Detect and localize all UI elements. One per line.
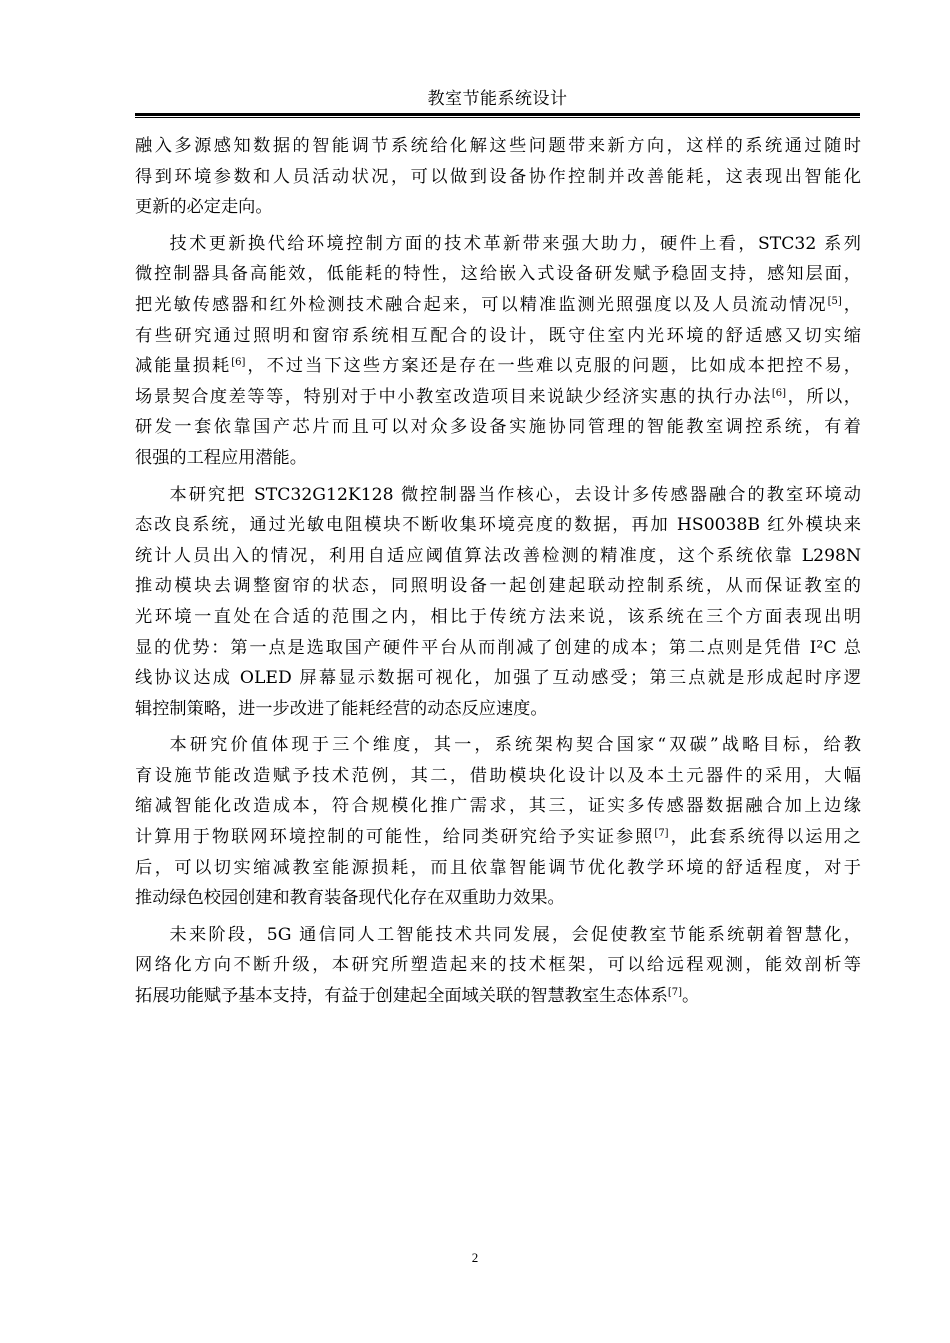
- paragraph-2: [135, 229, 861, 474]
- text-line: 更新的必定走向。: [135, 197, 273, 218]
- paragraph-3: [135, 480, 861, 725]
- citation-marker: [7]: [667, 987, 682, 999]
- text-line: 融入多源感知数据的智能调节系统给化解这些问题带来新方向，这样的系统通过随时: [135, 136, 861, 156]
- text-line: 有些研究通过照明和窗帘系统相互配合的设计，既守住室内光环境的舒适感又切实缩: [135, 325, 861, 346]
- text-line: 本研究价值体现于三个维度，其一，系统架构契合国家“双碳”战略目标，给教: [169, 735, 861, 756]
- text-line: 得到环境参数和人员活动状况，可以做到设备协作控制并改善能耗，这表现出智能化: [135, 166, 861, 187]
- text-line: 缩减智能化改造成本，符合规模化推广需求，其三，证实多传感器数据融合加上边缘: [135, 796, 861, 817]
- page-number: 2: [471, 1250, 479, 1265]
- page-header-title: 教室节能系统设计: [427, 89, 568, 109]
- text-line: 把光敏传感器和红外检测技术融合起来，可以精准监测光照强度以及人员流动情况[5]，: [135, 294, 861, 315]
- text-line: 研发一套依靠国产芯片而且可以对众多设备实施协同管理的智能教室调控系统，有着: [135, 417, 861, 438]
- header-rule-thin: [135, 117, 860, 118]
- document-body: [135, 131, 861, 1012]
- paragraph-5: [135, 920, 861, 1012]
- text-line: 推动模块去调整窗帘的状态，同照明设备一起创建起联动控制系统，从而保证教室的: [135, 576, 861, 597]
- text-line: 推动绿色校园创建和教育装备现代化存在双重助力效果。: [135, 888, 565, 909]
- citation-marker: [7]: [654, 828, 669, 840]
- text-line: 本研究把 STC32G12K128 微控制器当作核心，去设计多传感器融合的教室环境动: [169, 484, 861, 505]
- paragraph-4: [135, 730, 861, 914]
- text-line: 显的优势：第一点是选取国产硬件平台从而削减了创建的成本；第二点则是凭借 I²C 总: [135, 637, 861, 658]
- text-line: 网络化方向不断升级，本研究所塑造起来的技术框架，可以给远程观测，能效剖析等: [135, 955, 861, 976]
- citation-marker: [6]: [231, 357, 246, 369]
- text-line: 育设施节能改造赋予技术范例，其二，借助模块化设计以及本土元器件的采用，大幅: [135, 765, 861, 786]
- text-line: 很强的工程应用潜能。: [135, 447, 307, 468]
- text-line: 减能量损耗[6]，不过当下这些方案还是存在一些难以克服的问题，比如成本把控不易，: [135, 356, 861, 377]
- text-line: 统计人员出入的情况，利用自适应阈值算法改善检测的精准度，这个系统依靠 L298N: [135, 545, 861, 566]
- citation-marker: [6]: [771, 387, 787, 399]
- paragraph-1: [135, 131, 861, 223]
- text-line: 后，可以切实缩减教室能源损耗，而且依靠智能调节优化教学环境的舒适程度，对于: [135, 857, 861, 878]
- text-line: 光环境一直处在合适的范围之内，相比于传统方法来说，该系统在三个方面表现出明: [135, 606, 861, 627]
- text-line: 未来阶段，5G 通信同人工智能技术共同发展，会促使教室节能系统朝着智慧化，: [169, 924, 861, 945]
- text-line: 技术更新换代给环境控制方面的技术革新带来强大助力，硬件上看，STC32 系列: [169, 233, 861, 254]
- text-line: 场景契合度差等等，特别对于中小教室改造项目来说缺少经济实惠的执行办法[6]，所以，: [135, 386, 861, 407]
- header-double-rule: [135, 113, 860, 119]
- text-line: 计算用于物联网环境控制的可能性，给同类研究给予实证参照[7]，此套系统得以运用之: [135, 827, 861, 848]
- text-line: 态改良系统，通过光敏电阻模块不断收集环境亮度的数据，再加 HS0038B 红外模块来: [135, 515, 861, 536]
- text-line: 微控制器具备高能效，低能耗的特性，这给嵌入式设备研发赋予稳固支持，感知层面，: [135, 264, 861, 285]
- text-line: 拓展功能赋予基本支持，有益于创建起全面域关联的智慧教室生态体系[7]。: [135, 986, 700, 1007]
- header-rule-thick: [135, 113, 860, 116]
- text-line: 辑控制策略，进一步改进了能耗经营的动态反应速度。: [135, 698, 548, 719]
- text-line: 线协议达成 OLED 屏幕显示数据可视化，加强了互动感受；第三点就是形成起时序逻: [135, 668, 861, 689]
- citation-marker: [5]: [827, 295, 842, 307]
